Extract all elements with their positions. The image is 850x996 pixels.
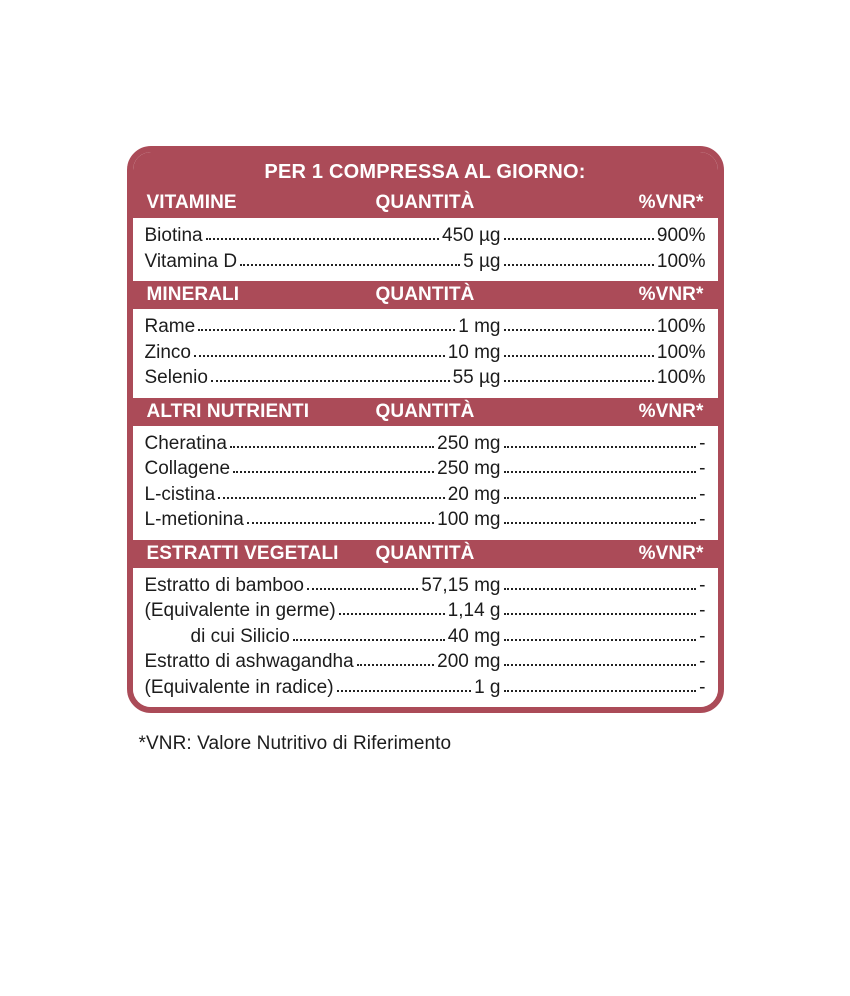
nutrient-name: Cheratina — [144, 432, 227, 454]
leader-dots — [504, 380, 654, 382]
nutrient-row — [145, 223, 706, 249]
column-header-vnr: %VNR* — [638, 400, 704, 422]
leader-dots — [240, 264, 460, 266]
leader-dots — [504, 446, 697, 448]
nutrient-name: Biotina — [144, 225, 203, 246]
nutrient-vnr: - — [699, 432, 706, 454]
nutrient-quantity: 450 µg — [442, 225, 501, 246]
vnr-footnote: *VNR: Valore Nutritivo di Riferimento — [138, 733, 452, 754]
leader-dots — [504, 238, 654, 240]
nutrient-name: L-metionina — [144, 509, 244, 530]
nutrient-quantity: 20 mg — [447, 483, 501, 505]
leader-dots — [504, 522, 697, 524]
leader-dots — [504, 613, 697, 615]
nutrient-vnr: - — [699, 509, 706, 530]
leader-dots — [206, 238, 439, 240]
nutrient-vnr: 100% — [656, 250, 706, 272]
nutrient-row — [145, 314, 706, 340]
label-container — [127, 146, 724, 755]
section-title: VITAMINE — [146, 192, 237, 213]
nutrient-vnr: - — [699, 574, 706, 596]
nutrient-vnr: 100% — [656, 316, 706, 337]
leader-dots — [504, 690, 697, 692]
leader-dots — [504, 497, 697, 499]
leader-dots — [504, 664, 697, 666]
table-header-band — [133, 152, 718, 218]
leader-dots — [247, 522, 434, 524]
nutrient-quantity: 1 g — [474, 676, 501, 698]
leader-dots — [504, 639, 697, 641]
nutrient-name: Estratto di bamboo — [144, 574, 304, 596]
leader-dots — [504, 471, 697, 473]
section-header-altri-nutrienti — [133, 398, 718, 426]
nutrient-quantity: 250 mg — [437, 432, 501, 454]
section-title: MINERALI — [146, 284, 240, 305]
leader-dots — [293, 639, 445, 641]
nutrient-vnr: 900% — [656, 225, 706, 246]
nutrient-vnr: - — [699, 625, 706, 647]
column-header-quantity: QUANTITÀ — [375, 400, 475, 422]
nutrient-name: (Equivalente in germe) — [144, 600, 336, 621]
nutrient-vnr: - — [699, 676, 706, 698]
column-header-quantity: QUANTITÀ — [375, 542, 475, 564]
leader-dots — [233, 471, 434, 473]
leader-dots — [504, 588, 697, 590]
nutrient-quantity: 250 mg — [437, 458, 501, 479]
nutrient-row — [145, 340, 706, 366]
nutrient-quantity: 40 mg — [447, 625, 501, 647]
leader-dots — [504, 329, 654, 331]
section-rows-vitamine — [133, 218, 718, 281]
leader-dots — [198, 329, 455, 331]
nutrient-row — [145, 649, 706, 675]
nutrient-quantity: 10 mg — [447, 341, 501, 363]
leader-dots — [339, 613, 445, 615]
nutrient-row — [145, 456, 706, 482]
nutrient-name: Zinco — [144, 341, 191, 363]
nutrient-row — [145, 598, 706, 624]
nutrient-name: di cui Silicio — [190, 625, 290, 647]
nutrient-name: (Equivalente in radice) — [144, 676, 334, 698]
column-header-vnr: %VNR* — [638, 542, 704, 564]
section-rows-estratti-vegetali — [133, 568, 718, 708]
nutrient-name: Estratto di ashwagandha — [144, 651, 354, 672]
nutrient-row — [145, 573, 706, 599]
nutrient-row — [145, 507, 706, 533]
nutrient-vnr: - — [699, 458, 706, 479]
section-rows-minerali — [133, 309, 718, 398]
nutrient-row — [145, 624, 706, 650]
column-header-quantity: QUANTITÀ — [375, 284, 475, 305]
nutrient-quantity: 1 mg — [458, 316, 501, 337]
column-header-quantity: QUANTITÀ — [375, 192, 475, 213]
nutrient-name: L-cistina — [144, 483, 216, 505]
column-header-vnr: %VNR* — [638, 192, 704, 213]
nutrient-quantity: 200 mg — [437, 651, 501, 672]
section-rows-altri-nutrienti — [133, 426, 718, 540]
leader-dots — [337, 690, 472, 692]
nutrient-name: Selenio — [144, 367, 208, 388]
nutrient-vnr: 100% — [656, 341, 706, 363]
section-header-minerali — [133, 281, 718, 309]
leader-dots — [504, 264, 654, 266]
leader-dots — [211, 380, 450, 382]
leader-dots — [307, 588, 418, 590]
nutrient-vnr: 100% — [656, 367, 706, 388]
leader-dots — [218, 497, 444, 499]
leader-dots — [504, 355, 654, 357]
section-header-estratti-vegetali — [133, 540, 718, 568]
leader-dots — [357, 664, 434, 666]
nutrient-quantity: 55 µg — [452, 367, 501, 388]
nutrient-quantity: 1,14 g — [447, 600, 501, 621]
nutrient-quantity: 5 µg — [463, 250, 501, 272]
nutrient-name: Rame — [144, 316, 196, 337]
nutrient-name: Collagene — [144, 458, 231, 479]
nutrient-vnr: - — [699, 483, 706, 505]
section-title: ALTRI NUTRIENTI — [146, 400, 310, 422]
nutrient-row — [145, 249, 706, 275]
nutrient-row — [145, 675, 706, 701]
nutrient-row — [145, 431, 706, 457]
section-title: ESTRATTI VEGETALI — [146, 542, 339, 564]
table-title: PER 1 COMPRESSA AL GIORNO: — [264, 161, 586, 183]
column-header-vnr: %VNR* — [638, 284, 704, 305]
nutrient-quantity: 100 mg — [437, 509, 501, 530]
leader-dots — [194, 355, 445, 357]
nutrient-vnr: - — [699, 600, 706, 621]
leader-dots — [230, 446, 434, 448]
section-header-vitamine — [133, 188, 718, 218]
supplement-facts-table — [127, 146, 724, 713]
nutrient-vnr: - — [699, 651, 706, 672]
nutrient-name: Vitamina D — [144, 250, 238, 272]
nutrient-row — [145, 482, 706, 508]
nutrient-quantity: 57,15 mg — [421, 574, 501, 596]
nutrient-row — [145, 365, 706, 391]
